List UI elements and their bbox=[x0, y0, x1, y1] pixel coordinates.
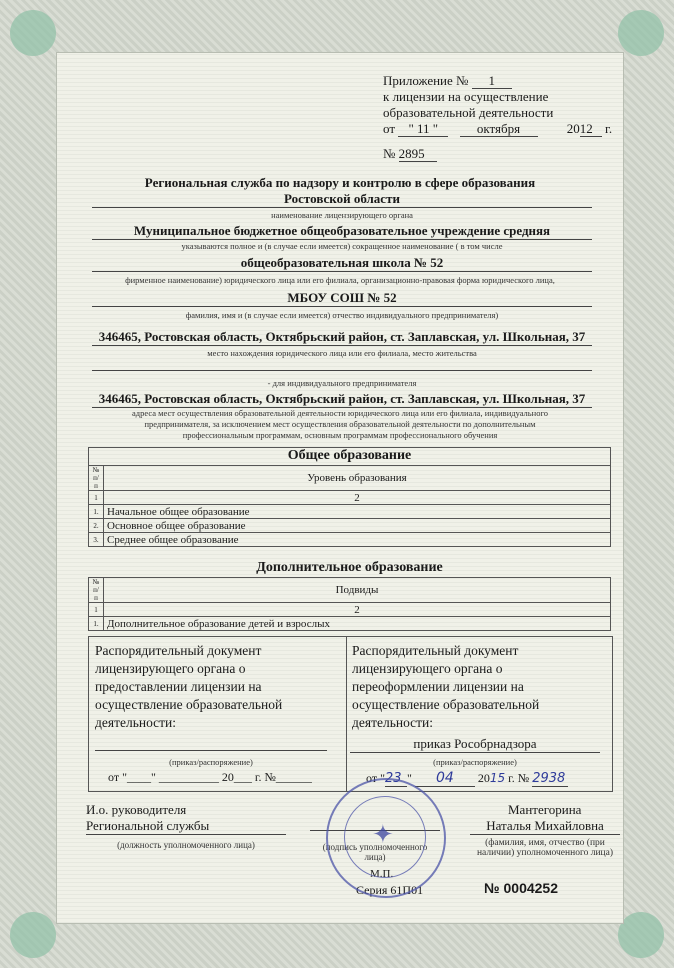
row-label: Основное общее образование bbox=[104, 519, 611, 533]
org-caption4: место нахождения юридического лица или его филиала, место жительства bbox=[207, 348, 477, 358]
name-caption: (фамилия, имя, отчество (при наличии) уполномоченного лица) bbox=[476, 838, 614, 858]
org-caption5: - для индивидуального предпринимателя bbox=[267, 378, 417, 388]
decision-left-caption: (приказ/распоряжение) bbox=[169, 757, 253, 767]
decision-left-text: Распорядительный документ лицензирующего органа о предоставлении лицензии на осуществление образовательной деятельности: bbox=[95, 643, 283, 730]
appendix-line bbox=[383, 73, 512, 89]
right-no-label: г. № bbox=[508, 771, 530, 785]
org-address: 346465, Ростовская область, Октябрьский район, ст. Заплавская, ул. Школьная, 37 bbox=[92, 329, 592, 346]
index-cell: 2 bbox=[104, 603, 611, 617]
official-stamp-icon bbox=[326, 778, 446, 898]
header-year-suffix: 12 bbox=[580, 121, 602, 137]
table-header-row bbox=[89, 578, 611, 603]
license-number-line bbox=[383, 146, 437, 162]
index-cell: 2 bbox=[104, 491, 611, 505]
org-address2: 346465, Ростовская область, Октябрьский район, ст. Заплавская, ул. Школьная, 37 bbox=[92, 391, 592, 408]
index-cell: 1 bbox=[89, 603, 104, 617]
corner-ornament-icon bbox=[10, 912, 56, 958]
org-caption2: фирменное наименование) юридического лица или его филиала, организационно-правовая форма юридического лица, bbox=[125, 275, 555, 285]
table-row bbox=[89, 617, 611, 631]
signer-surname: Мантегорина bbox=[508, 802, 582, 817]
org-caption6b: предпринимателя, за исключением мест осуществления образовательной деятельности по дополнительным bbox=[144, 419, 536, 429]
col-level-header: Уровень образования bbox=[104, 466, 611, 491]
row-label: Среднее общее образование bbox=[104, 533, 611, 547]
header-date bbox=[383, 121, 612, 137]
org-caption1: указываются полное и (в случае если имеется) сокращенное наименование ( в том числе bbox=[181, 241, 503, 251]
table-index-row bbox=[89, 603, 611, 617]
org-name-line1: Муниципальное бюджетное общеобразовательное учреждение средняя bbox=[92, 223, 592, 240]
right-year: 15 bbox=[489, 771, 506, 785]
signer-position-line1: И.о. руководителя bbox=[86, 802, 187, 817]
org-short-name: МБОУ СОШ № 52 bbox=[92, 290, 592, 307]
org-name-line2: общеобразовательная школа № 52 bbox=[92, 255, 592, 272]
header-line-3: образовательной деятельности bbox=[383, 105, 554, 120]
form-series: Серия 61П01 bbox=[356, 883, 424, 897]
decisions-divider bbox=[346, 637, 347, 791]
corner-ornament-icon bbox=[618, 10, 664, 56]
header-line-2: к лицензии на осуществление bbox=[383, 89, 549, 104]
right-number: 2938 bbox=[532, 771, 568, 787]
emblem-icon: ✦ bbox=[372, 820, 394, 849]
stamp-place-label: М.П. bbox=[370, 868, 394, 880]
right-day: 23 bbox=[385, 771, 407, 787]
decision-right-value: приказ Рособрнадзора bbox=[350, 736, 600, 753]
right-month: 04 bbox=[415, 770, 475, 787]
from-label: от bbox=[383, 121, 396, 136]
license-number: 2895 bbox=[399, 146, 437, 162]
additional-education-table bbox=[88, 560, 611, 631]
appendix-number: 1 bbox=[472, 73, 512, 89]
row-label: Дополнительное образование детей и взрослых bbox=[104, 617, 611, 631]
signer-name: Наталья Михайловна bbox=[470, 818, 620, 835]
decision-right-date: от "23 " 04 2015 г. № 2938 bbox=[366, 770, 568, 787]
header-year-prefix: 20 bbox=[566, 121, 580, 136]
appendix-label: Приложение № bbox=[383, 73, 469, 88]
table-header-row bbox=[89, 466, 611, 491]
general-education-title: Общее образование bbox=[88, 447, 611, 465]
authority-name: Региональная служба по надзору и контролю в сфере образования bbox=[144, 175, 536, 190]
form-number: № 0004252 bbox=[484, 880, 558, 896]
col-sub-header: Подвиды bbox=[104, 578, 611, 603]
decision-left-date: от "____" __________ 20___ г. №______ bbox=[108, 770, 312, 784]
col-no-header: № п/п bbox=[89, 466, 104, 491]
col-no-header: № п/п bbox=[89, 578, 104, 603]
org-caption6c: профессиональным программам, основным программам профессионального обучения bbox=[182, 430, 498, 440]
org-caption6a: адреса мест осуществления образовательной деятельности юридического лица или его филиала, индивидуального bbox=[131, 408, 548, 418]
decision-right-text: Распорядительный документ лицензирующего органа о переоформлении лицензии на осуществление образовательной деятельности: bbox=[352, 643, 540, 730]
additional-education-title: Дополнительное образование bbox=[256, 560, 443, 575]
row-number: 1. bbox=[89, 617, 104, 631]
table-row bbox=[89, 505, 611, 519]
row-number: 3. bbox=[89, 533, 104, 547]
signer-position-line2: Региональной службы bbox=[86, 818, 286, 835]
right-year-prefix: 20 bbox=[477, 771, 490, 785]
table-index-row bbox=[89, 491, 611, 505]
row-label: Начальное общее образование bbox=[104, 505, 611, 519]
authority-caption: наименование лицензирующего органа bbox=[271, 210, 413, 220]
right-from-label: от " bbox=[366, 771, 385, 785]
authority-region: Ростовской области bbox=[92, 191, 592, 208]
table-row bbox=[89, 519, 611, 533]
number-label: № bbox=[383, 146, 396, 161]
blank-line bbox=[92, 364, 592, 371]
row-number: 2. bbox=[89, 519, 104, 533]
general-education-table bbox=[88, 447, 611, 547]
header-day: " 11 " bbox=[398, 121, 448, 137]
decision-right-caption: (приказ/распоряжение) bbox=[433, 757, 517, 767]
header-month: октября bbox=[460, 121, 538, 137]
row-number: 1. bbox=[89, 505, 104, 519]
position-caption: (должность уполномоченного лица) bbox=[117, 840, 255, 850]
header-year-unit: г. bbox=[605, 121, 613, 136]
corner-ornament-icon bbox=[10, 10, 56, 56]
corner-ornament-icon bbox=[618, 912, 664, 958]
org-caption3: фамилия, имя и (в случае если имеется) отчество индивидуального предпринимателя) bbox=[185, 310, 499, 320]
signature-caption: (подпись уполномоченного лица) bbox=[322, 842, 428, 862]
index-cell: 1 bbox=[89, 491, 104, 505]
decision-left-blank bbox=[95, 736, 327, 751]
table-row bbox=[89, 533, 611, 547]
